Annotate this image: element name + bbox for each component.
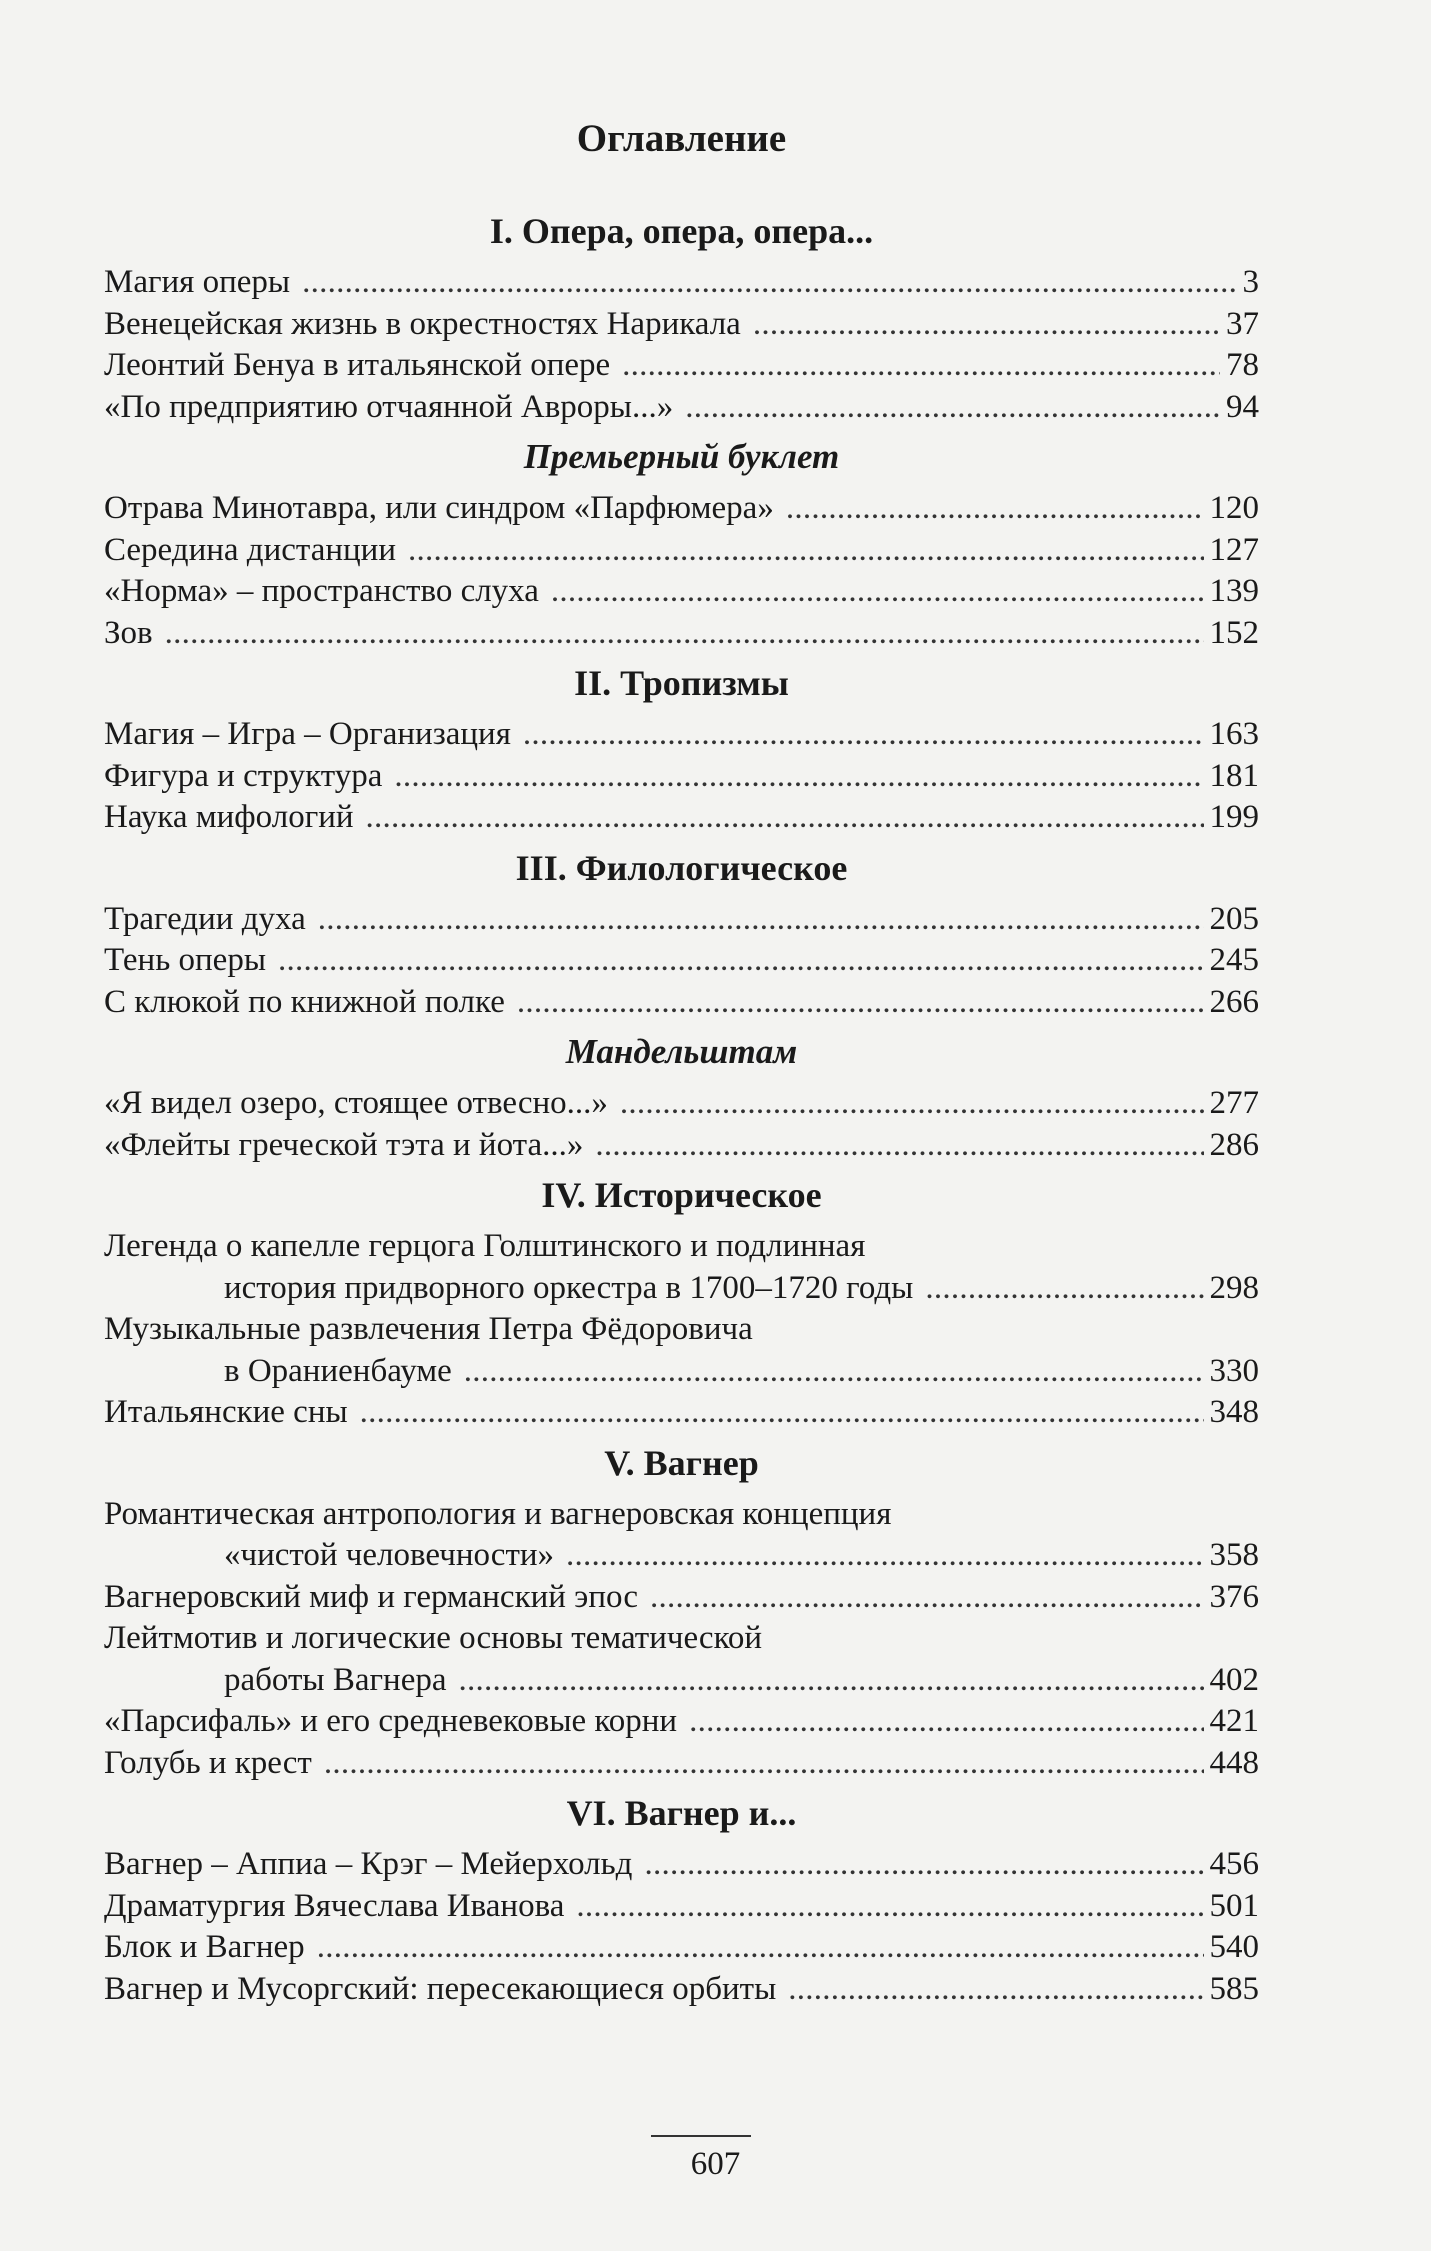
dot-leader bbox=[366, 797, 1204, 839]
dot-leader bbox=[685, 387, 1220, 429]
entry-title: Зов bbox=[104, 614, 153, 651]
footer-rule bbox=[651, 2135, 751, 2137]
toc-entry bbox=[104, 571, 1259, 613]
entry-page: 448 bbox=[1209, 1744, 1259, 1781]
entry-page: 94 bbox=[1226, 388, 1259, 425]
entry-title: Голубь и крест bbox=[104, 1744, 312, 1781]
entry-title: в Ораниенбауме bbox=[224, 1352, 452, 1389]
entry-title: Вагнер и Мусоргский: пересекающиеся орбиты bbox=[104, 1970, 777, 2007]
toc-entry bbox=[104, 1927, 1259, 1969]
dot-leader bbox=[689, 1701, 1203, 1743]
toc-entry bbox=[104, 1392, 1259, 1434]
entry-title: «Я видел озеро, стоящее отвесно...» bbox=[104, 1085, 608, 1121]
toc-entry bbox=[104, 1125, 1259, 1167]
entry-page: 277 bbox=[1209, 1085, 1259, 1121]
dot-leader bbox=[317, 1927, 1204, 1969]
entry-page: 37 bbox=[1226, 305, 1259, 342]
entry-page: 181 bbox=[1209, 757, 1259, 794]
toc-entry-multiline bbox=[104, 1618, 1259, 1701]
page-title: Оглавление bbox=[576, 117, 787, 160]
section-heading: II. Тропизмы bbox=[574, 663, 789, 703]
entry-page: 456 bbox=[1209, 1846, 1259, 1882]
entry-page: 348 bbox=[1209, 1394, 1259, 1430]
toc-entry bbox=[104, 1969, 1259, 2011]
toc-entry bbox=[104, 345, 1259, 387]
toc-entry bbox=[104, 940, 1259, 982]
dot-leader bbox=[408, 530, 1204, 572]
entry-title: Драматургия Вячеслава Иванова bbox=[104, 1887, 565, 1924]
entry-title: Отрава Минотавра, или синдром «Парфюмера» bbox=[104, 490, 774, 526]
entry-page: 585 bbox=[1209, 1970, 1259, 2007]
toc-entry bbox=[104, 1660, 1259, 1702]
toc-entry bbox=[104, 982, 1259, 1024]
entry-title: Леонтий Бенуа в итальянской опере bbox=[104, 347, 611, 383]
section-heading: V. Вагнер bbox=[604, 1442, 759, 1483]
toc-entry bbox=[104, 1577, 1259, 1619]
dot-leader bbox=[566, 1535, 1203, 1577]
toc-entry bbox=[104, 530, 1259, 572]
dot-leader bbox=[464, 1351, 1204, 1393]
entry-page: 540 bbox=[1209, 1929, 1259, 1965]
dot-leader bbox=[318, 899, 1204, 941]
entry-page: 139 bbox=[1209, 573, 1259, 609]
entry-title: Вагнер – Аппиа – Крэг – Мейерхольд bbox=[104, 1846, 633, 1882]
entry-title: Блок и Вагнер bbox=[104, 1929, 305, 1965]
toc-entry bbox=[104, 1351, 1259, 1393]
entry-title-line1: Лейтмотив и логические основы тематической bbox=[104, 1620, 763, 1656]
entry-page: 286 bbox=[1209, 1126, 1259, 1163]
dot-leader bbox=[459, 1660, 1204, 1702]
entry-title: «Флейты греческой тэта и йота...» bbox=[104, 1126, 584, 1163]
entry-title: С клюкой по книжной полке bbox=[104, 983, 505, 1020]
toc-entry bbox=[104, 1535, 1259, 1577]
entry-page: 501 bbox=[1209, 1887, 1259, 1924]
entry-page: 152 bbox=[1209, 614, 1259, 651]
subsection-heading: Мандельштам bbox=[565, 1032, 798, 1071]
dot-leader bbox=[786, 488, 1204, 530]
toc-entry-multiline bbox=[104, 1226, 1259, 1309]
entry-page: 376 bbox=[1209, 1578, 1259, 1615]
section-heading: VI. Вагнер и... bbox=[566, 1793, 797, 1833]
toc-entry bbox=[104, 714, 1259, 756]
entry-page: 127 bbox=[1209, 531, 1259, 568]
table-of-contents bbox=[104, 112, 1259, 2010]
entry-title: «чистой человечности» bbox=[224, 1537, 555, 1573]
dot-leader bbox=[517, 982, 1204, 1024]
entry-page: 3 bbox=[1242, 264, 1259, 300]
toc-entry bbox=[104, 1083, 1259, 1125]
dot-leader bbox=[360, 1392, 1204, 1434]
toc-entry bbox=[104, 1268, 1259, 1310]
entry-page: 358 bbox=[1209, 1537, 1259, 1573]
entry-page: 421 bbox=[1209, 1703, 1259, 1739]
dot-leader bbox=[394, 756, 1203, 798]
toc-entry bbox=[104, 756, 1259, 798]
entry-title: Наука мифологий bbox=[104, 799, 354, 835]
toc-entry bbox=[104, 387, 1259, 429]
entry-page: 205 bbox=[1209, 900, 1259, 937]
page-number: 607 bbox=[690, 2146, 741, 2182]
entry-title: Трагедии духа bbox=[104, 900, 306, 937]
dot-leader bbox=[753, 304, 1220, 346]
entry-title: Магия – Игра – Организация bbox=[104, 716, 511, 752]
dot-leader bbox=[165, 613, 1204, 655]
toc-entry bbox=[104, 488, 1259, 530]
entry-title: история придворного оркестра в 1700–1720 годы bbox=[224, 1269, 914, 1306]
entry-title: Венецейская жизнь в окрестностях Нарикала bbox=[104, 305, 741, 342]
section-heading: III. Филологическое bbox=[515, 847, 848, 888]
section-heading: I. Опера, опера, опера... bbox=[489, 211, 874, 251]
toc-entry bbox=[104, 797, 1259, 839]
toc-entry bbox=[104, 613, 1259, 655]
dot-leader bbox=[278, 940, 1204, 982]
dot-leader bbox=[302, 262, 1236, 304]
dot-leader bbox=[788, 1969, 1203, 2011]
entry-title: «Норма» – пространство слуха bbox=[104, 573, 539, 609]
entry-title: Магия оперы bbox=[104, 264, 291, 300]
entry-title: Итальянские сны bbox=[104, 1394, 348, 1430]
dot-leader bbox=[595, 1125, 1203, 1167]
toc-entry bbox=[104, 1701, 1259, 1743]
entry-page: 402 bbox=[1209, 1661, 1259, 1698]
dot-leader bbox=[622, 345, 1220, 387]
toc-entry bbox=[104, 304, 1259, 346]
entry-title-line1: Музыкальные развлечения Петра Фёдоровича bbox=[104, 1311, 753, 1347]
toc-entry-multiline bbox=[104, 1309, 1259, 1392]
entry-page: 120 bbox=[1209, 490, 1259, 526]
dot-leader bbox=[650, 1577, 1204, 1619]
dot-leader bbox=[324, 1743, 1204, 1785]
entry-page: 245 bbox=[1209, 942, 1259, 978]
entry-title: Тень оперы bbox=[104, 942, 266, 978]
entry-title: «Парсифаль» и его средневековые корни bbox=[104, 1703, 678, 1739]
dot-leader bbox=[523, 714, 1204, 756]
dot-leader bbox=[620, 1083, 1204, 1125]
dot-leader bbox=[925, 1268, 1203, 1310]
entry-page: 78 bbox=[1226, 347, 1259, 383]
entry-page: 199 bbox=[1209, 799, 1259, 835]
toc-entry bbox=[104, 1743, 1259, 1785]
toc-entry bbox=[104, 262, 1259, 304]
toc-entry bbox=[104, 1844, 1259, 1886]
entry-title: работы Вагнера bbox=[224, 1661, 447, 1698]
toc-entry bbox=[104, 1886, 1259, 1928]
entry-page: 163 bbox=[1209, 716, 1259, 752]
toc-entry bbox=[104, 899, 1259, 941]
entry-title: Вагнеровский миф и германский эпос bbox=[104, 1578, 638, 1615]
entry-page: 266 bbox=[1209, 983, 1259, 1020]
subsection-heading: Премьерный буклет bbox=[523, 437, 840, 476]
entry-page: 298 bbox=[1209, 1269, 1259, 1306]
dot-leader bbox=[576, 1886, 1203, 1928]
entry-title: Фигура и структура bbox=[104, 757, 383, 794]
entry-title: Середина дистанции bbox=[104, 531, 396, 568]
entry-title-line1: Романтическая антропология и вагнеровская концепция bbox=[104, 1495, 892, 1532]
entry-page: 330 bbox=[1209, 1352, 1259, 1389]
toc-entry-multiline bbox=[104, 1494, 1259, 1577]
entry-title: «По предприятию отчаянной Авроры...» bbox=[104, 388, 674, 425]
section-heading: IV. Историческое bbox=[541, 1175, 822, 1215]
entry-title-line1: Легенда о капелле герцога Голштинского и подлинная bbox=[104, 1228, 866, 1264]
dot-leader bbox=[551, 571, 1204, 613]
dot-leader bbox=[644, 1844, 1203, 1886]
